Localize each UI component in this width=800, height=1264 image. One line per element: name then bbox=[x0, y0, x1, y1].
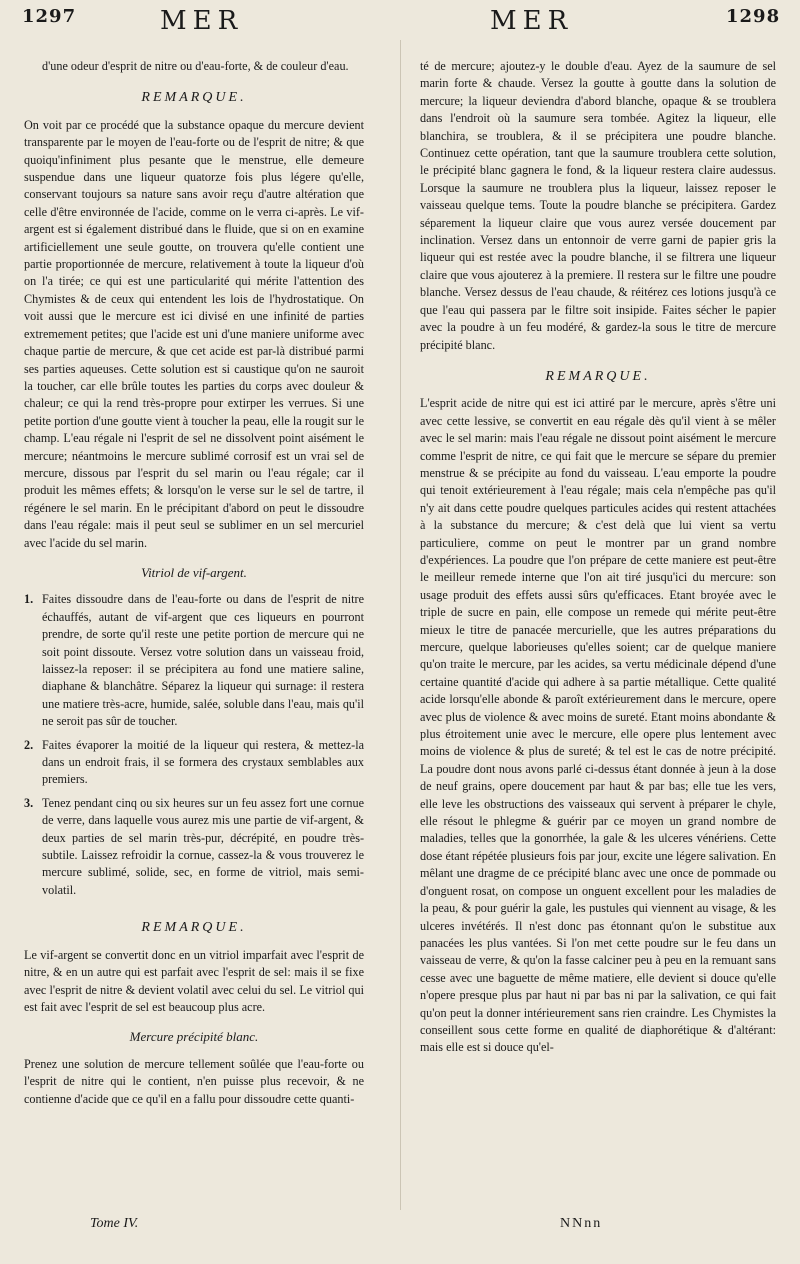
list-item bbox=[24, 795, 364, 905]
right-column bbox=[420, 58, 776, 1063]
item-number: 2. bbox=[24, 737, 34, 752]
precipite-heading: Mercure précipité blanc. bbox=[129, 1029, 259, 1045]
list-item bbox=[24, 591, 364, 736]
item-text: Faites évaporer la moitié de la liqueur qui restera, & mettez-la dans un endroit frais, il se formera des crystaux semblables aux premiers. bbox=[42, 737, 364, 787]
item-text: Faites dissoudre dans de l'eau-forte ou dans de l'esprit de nitre échauffés, autant de vif-argent que ces liqueurs en pourront prendre, de sorte qu'il reste une petite portion de mercure qui ne soit point dissoute. Versez votre solution dans un vaisseau froid, laissez-la reposer: il se précipitera au fond une matiere saline, diaphane & blanchâtre. Séparez la liqueur qui surnage: il restera une matiere très-acre, humide, salée, soluble dans l'eau, mais qu'il ne seroit pas sûr de toucher. bbox=[42, 592, 364, 729]
precipite-text: Prenez une solution de mercure tellement soûlée que l'eau-forte ou l'esprit de nitre qui le contient, n'en puisse plus recevoir, & ne contienne d'acide que ce qu'il en a fallu pour dissoudre cette quanti- bbox=[24, 1056, 364, 1106]
left-column bbox=[24, 58, 364, 1114]
list-item bbox=[24, 737, 364, 795]
remarque-text-3: L'esprit acide de nitre qui est ici attiré par le mercure, après s'être uni avec cette lessive, se convertit en eau régale dès qu'il vient à se mêler avec le sel marin: mais l'eau régale ne dissout point aisément le mercure comme l'esprit de nitre, ce qui fait que le mercure se sépare du premier menstrue & se précipite au fond du vaisseau. L'eau emporte la poudre qui tenoit extérieurement à l'eau régale; mais cela n'empêche pas qu'il n'y ait dans cette poudre quelques particules acides qui restent attachées à la substance du mercure; & c'est delà que lui vient sa vertu particuliere, comme on peut le montrer par un grand nombre d'expériences. La poudre que l'on prépare de cette maniere est peut-être le meilleur remede interne que l'on ait tiré jusqu'ici du mercure: son usage produit des effets aussi sûrs qu'efficaces. Etant broyée avec le triple de sucre en pain, elle compose un remede qui mérite peut-être mieux le titre de panacée mercurielle, que les autres préparations du mercure, quelque laborieuses qu'elles soient; car de quelque maniere qu'on traite le mercure, par les acides, sa vertu médicinale dépend d'une certaine quantité d'acide qui adhere à sa partie métallique. Cette qualité acide lorsqu'elle abonde & paroît extérieurement dans le mercure, opere avec plus de violence & avec moins de sureté. Etant moins abondante & plus étroitement unie avec le mercure, elle opere plus lentement avec moins de violence & plus de sureté; & tel est le cas de notre précipité. La poudre dont nous avons parlé ci-dessus étant donnée à jeun à la dose de neuf grains, opere doucement par haut & par bas; elle tue les vers, elle leve les obstructions des vaisseaux qui servent à préparer le chyle, elle résout le phlegme & guérir par ce moyen un grand nombre de maladies, telles que la gonorrhée, la gale & les ulceres vénériens. Cette dose étant répétée plusieurs fois par jour, excite une légere salivation. En mêlant une dragme de ce précipité blanc avec une once de pommade ou d'onguent rosat, on compose un onguent excellent pour les maladies de la peau, & pour guérir la gale, les pustules qui viennent au visage, & les ulceres invétérés. Il n'est donc pas étonnant qu'on le substitue aux panacées les plus vantées. Si l'on met cette poudre sur le feu dans un vaisseau de verre, & qu'on la fasse calciner peu à peu en la remuant sans cesse avec une baguette de même matiere, elle devient si douce qu'elle n'opere presque plus par haut ni par bas ni par la salivation, ce qui fait qu'on peut la donner intérieurement sans rien craindre. Les Chymistes la conseillent sous cette forme en qualité de diaphorétique & d'altérant: mais elle est si douce qu'el- bbox=[420, 396, 776, 1055]
remarque-heading-2: REMARQUE. bbox=[141, 920, 247, 936]
column-divider bbox=[400, 40, 401, 1210]
remarque-text-2: Le vif-argent se convertit donc en un vitriol imparfait avec l'esprit de nitre, & en un autre qui est parfait avec l'esprit de sel: mais il se fixe avec l'esprit de nitre & devient volatil avec celui du sel. Le vitriol qui est fait avec l'esprit de sel est beaucoup plus acre. bbox=[24, 947, 364, 1014]
vitriol-heading: Vitriol de vif-argent. bbox=[141, 564, 247, 580]
right-page-number: 1298 bbox=[726, 6, 781, 27]
item-number: 1. bbox=[24, 592, 34, 607]
remarque-heading-1: REMARQUE. bbox=[141, 90, 247, 106]
remarque-heading-3: REMARQUE. bbox=[545, 368, 651, 384]
remarque-text-1: On voit par ce procédé que la substance opaque du mercure devient transparente par le moyen de l'eau-forte ou de l'esprit de nitre; & que quoiqu'infiniment plus pesante que le menstrue, elle demeure suspendue dans une liqueur quatorze fois plus légere qu'elle, conservant toujours sa nature sans avoir reçu d'autre altération que celle d'être environnée de l'acide, comme on le verra ci-après. Le vif-argent est si également distribué dans le fluide, que si on en examine artificiellement une seule goutte, on trouvera qu'elle contient une partie proportionnée de mercure, relativement à toute la liqueur d'où on l'a tirée; ce qui est une particularité qui mérite l'attention des Chymistes & de ceux qui entendent les lois de l'hydrostatique. On voit aussi que le mercure est ici divisé en une infinité de parties extremement petites; que l'acide est uni d'une maniere uniforme avec chaque partie de mercure, & que cet acide est par-là distribué parmi ses parties aqueuses. Cette solution est si caustique qu'on ne sauroit la toucher, car elle brûle toutes les parties du corps avec douleur & chaleur; ce qui la rend très-propre pour extirper les verrues. Si une petite portion d'une goutte vient à toucher la peau, elle la rougit sur le champ. L'eau régale ni l'esprit de sel ne dissolvent point aisément le mercure; néantmoins le mercure sublimé corrosif est un vrai sel de mercure, dissous par l'esprit du sel marin ou l'eau régale; car il produit les mêmes effets; & lorsqu'on le verse sur le sel de tartre, il régénere le sel marin. En le précipitant d'abord on peut le dissoudre dans l'eau régale: mais il peut seul se sublimer en un sel mercuriel avec l'acide du sel marin. bbox=[24, 117, 364, 550]
left-page-number: 1297 bbox=[22, 6, 77, 27]
volume-footer: Tome IV. bbox=[90, 1216, 139, 1231]
left-running-title: MER bbox=[160, 6, 244, 36]
right-intro: té de mercure; ajoutez-y le double d'eau. Ayez de la saumure de sel marin forte & chaude. Versez la goutte à goutte dans la solution de mercure; la liqueur deviendra d'abord blanche, opaque & se troublera dans l'endroit où la saumure sera tombée. Agitez la liqueur, elle blanchira, se troublera, & il se précipitera une poudre blanche. Continuez cette opération, tant que la saumure troublera cette solution, le précipité blanc gagnera le fond, & la liqueur restera claire audessus. Lorsque la saumure ne troublera plus la liqueur, laissez reposer le vaisseau quelque tems. Toute la poudre blanche se précipitera. Gardez séparement la liqueur claire que vous aurez versée doucement par inclination. Versez dans un entonnoir de verre garni de papier gris la liqueur qui est restée avec la poudre blanche, il se filtrera une liqueur claire que vous ajouterez à la premiere. Il restera sur le filtre une poudre blanche. Versez dessus de l'eau chaude, & réitérez ces lotions jusqu'à ce que l'eau qui passera par le filtre soit insipide. Faites sécher le papier avec la poudre à un feu modéré, & gardez-la sous le titre de mercure précipité blanc. bbox=[420, 59, 776, 352]
signature-mark: NNnn bbox=[560, 1216, 603, 1231]
item-number: 3. bbox=[24, 795, 34, 810]
left-intro: d'une odeur d'esprit de nitre ou d'eau-forte, & de couleur d'eau. bbox=[42, 59, 349, 73]
right-running-title: MER bbox=[490, 6, 574, 36]
item-text: Tenez pendant cinq ou six heures sur un feu assez fort une cornue de verre, dans laquelle vous aurez mis une partie de vif-argent, & deux parties de sel marin très-pur, décrépité, en poudre très-subtile. Laissez refroidir la cornue, cassez-la & vous trouverez le mercure sublimé, solide, sec, en forme de vitriol, mais semi-volatil. bbox=[42, 795, 364, 897]
